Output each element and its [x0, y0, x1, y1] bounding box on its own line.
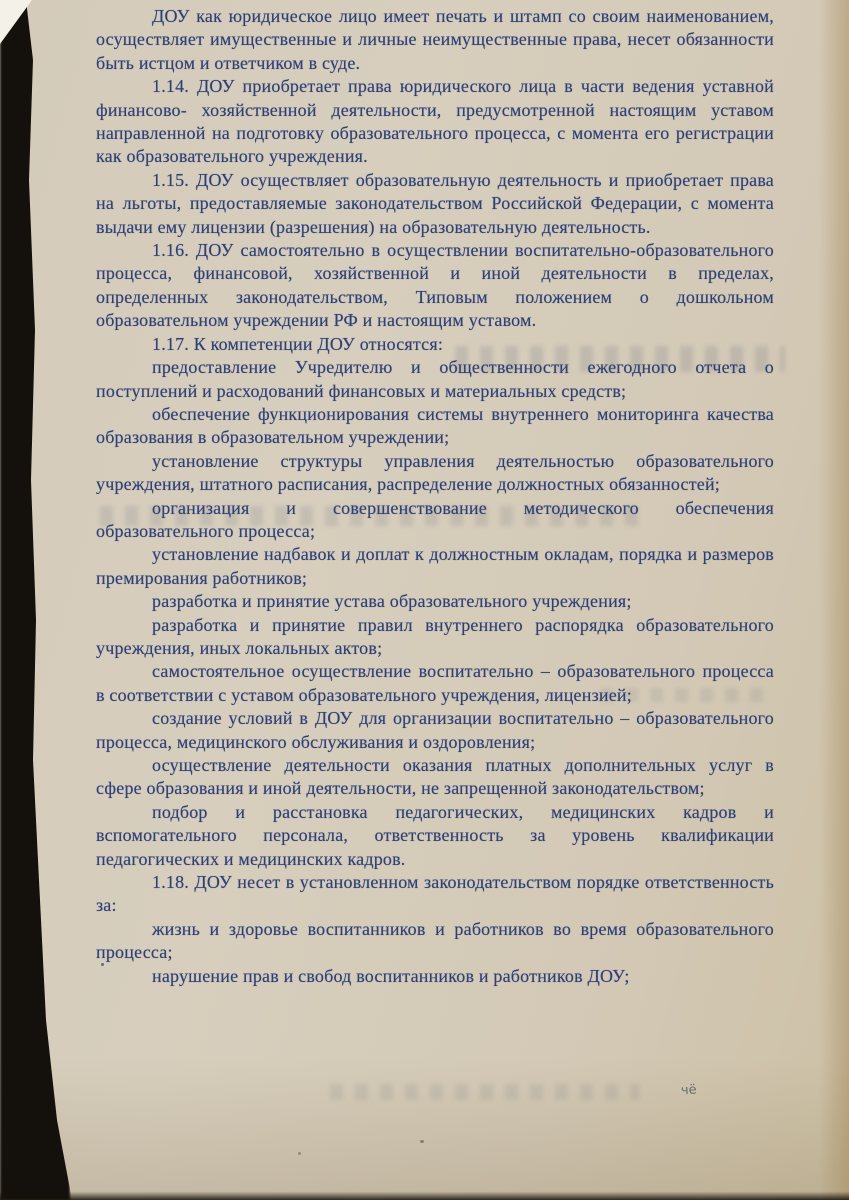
handwritten-stray-mark: чё: [680, 1082, 698, 1099]
clause-item: организация и совершенствование методического обеспечения образовательного процесса;: [96, 497, 774, 541]
clause-item: установление надбавок и доплат к должностным окладам, порядка и размеров премирования работников;: [96, 544, 774, 588]
clause-item: нарушение прав и свобод воспитанников и работников ДОУ;: [152, 965, 630, 986]
bleedthrough-smudge: [330, 1084, 640, 1100]
clause-item: разработка и принятие устава образовательного учреждения;: [152, 591, 632, 612]
scan-edge-bottom: [0, 1190, 849, 1200]
ink-speck: [420, 1140, 424, 1143]
clause-item: предоставление Учредителю и общественности ежегодного отчета о поступлений и расходований финансовых и материальных средств;: [96, 357, 774, 401]
paragraph-1-15: 1.15. ДОУ осуществляет образовательную деятельность и приобретает права на льготы, предоставляемые законодательством Российской Федерации, с момента выдачи ему лицензии (разрешения) на образовательную деятельность.: [96, 169, 774, 237]
ink-speck: [298, 1152, 301, 1155]
paragraph-lead: ДОУ как юридическое лицо имеет печать и штамп со своим наименованием, осуществляет имущественные и личные неимущественные права, несет обязанности быть истцом и ответчиком в суде.: [96, 6, 774, 73]
paragraph-1-17: 1.17. К компетенции ДОУ относятся:: [152, 333, 444, 354]
clause-item: осуществление деятельности оказания платных дополнительных услуг в сфере образования и иной деятельности, не запрещенной законодательством;: [96, 755, 774, 799]
clause-item: подбор и расстановка педагогических, медицинских кадров и вспомогательного персонала, ответственность за уровень квалификации педагогических и медицинских кадров.: [96, 801, 774, 869]
clause-item: самостоятельное осуществление воспитательно – образовательного процесса в соответствии с уставом образовательного учреждения, лицензией;: [96, 661, 774, 705]
document-text: [96, 5, 774, 988]
scan-edge-right: [819, 0, 849, 1200]
scan-shadow-left: [0, 0, 70, 1200]
clause-item: создание условий в ДОУ для организации воспитательно – образовательного процесса, медицинского обслуживания и оздоровления;: [96, 708, 774, 752]
paragraph-1-18: 1.18. ДОУ несет в установленном законодательством порядке ответственность за:: [96, 872, 774, 916]
paragraph-1-14: 1.14. ДОУ приобретает права юридического лица в части ведения уставной финансово- хозяйственной деятельности, предусмотренной настоящим уставом направленной на подготовку образовательного процесса, с момента его регистрации как образовательного учреждения.: [96, 76, 774, 167]
clause-item: разработка и принятие правил внутреннего распорядка образовательного учреждения, иных локальных актов;: [96, 614, 774, 658]
clause-item: установление структуры управления деятельностью образовательного учреждения, штатного расписания, распределение должностных обязанностей;: [96, 450, 774, 495]
clause-item: жизнь и здоровье воспитанников и работников во время образовательного процесса;: [96, 918, 774, 963]
paragraph-1-16: 1.16. ДОУ самостоятельно в осуществлении воспитательно-образовательного процесса, финансовой, хозяйственной и иной деятельности в пределах, определенных законодательством, Типовым положением о дошкольном образовательном учреждении РФ и настоящим уставом.: [96, 240, 774, 331]
clause-item: обеспечение функционирования системы внутреннего мониторинга качества образования в образовательном учреждении;: [96, 403, 774, 448]
